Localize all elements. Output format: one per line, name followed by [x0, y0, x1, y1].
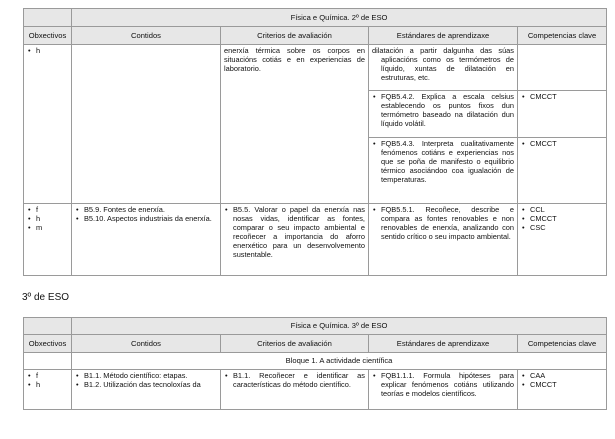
competencias-cell — [518, 370, 607, 410]
criterio-cell — [221, 370, 369, 410]
standard-text: • FQB1.1.1. Formula hipóteses para explicar fenómenos cotiáns utilizando teorías e modelos científicos. — [381, 371, 514, 398]
bloque-title: Bloque 1. A actividade científica — [72, 353, 607, 370]
header-obxectivos: Obxectivos — [24, 27, 72, 45]
competencias-cell — [518, 138, 607, 204]
standard-text: • FQB5.5.1. Recoñece, describe e compara as fontes renovables e non renovables de enerxía, analizando con sentido crítico o seu impacto ambiental. — [381, 205, 514, 241]
header-contidos: Contidos — [72, 27, 221, 45]
standard-cell — [369, 91, 518, 138]
header-contidos: Contidos — [72, 335, 221, 353]
competencias-cell — [518, 204, 607, 276]
header-estandares: Estándares de aprendizaxe — [369, 335, 518, 353]
header-estandares: Estándares de aprendizaxe — [369, 27, 518, 45]
obxectivos-cell — [24, 370, 72, 410]
standard-text: • FQB5.4.2. Explica a escala celsius establecendo os puntos fixos dun termómetro baseado na dilatación dun líquido volátil. — [381, 92, 514, 128]
obxectivo-item: • f — [36, 371, 68, 380]
contido-item: • B1.2. Utilización das tecnoloxías da — [84, 380, 217, 389]
obxectivo-item: • h — [36, 46, 68, 55]
standard-cell — [369, 45, 518, 91]
header-obxectivos: Obxectivos — [24, 335, 72, 353]
contido-item: • B5.9. Fontes de enerxía. — [84, 205, 217, 214]
competencias-cell — [518, 45, 607, 91]
competencia-item: • CCL — [530, 205, 603, 214]
obxectivos-cell — [24, 45, 72, 204]
contidos-cell — [72, 45, 221, 204]
header-criterios: Criterios de avaliación — [221, 27, 369, 45]
competencia-item: • CMCCT — [530, 214, 603, 223]
contido-item: • B5.10. Aspectos industriais da enerxía. — [84, 214, 217, 223]
criterio-cell: enerxía térmica sobre os corpos en situacións cotiás e en experiencias de laboratorio. — [221, 45, 369, 204]
obxectivo-item: • f — [36, 205, 68, 214]
obxectivo-item: • h — [36, 380, 68, 389]
bloque-blank-cell — [24, 353, 72, 370]
contidos-cell — [72, 370, 221, 410]
obxectivo-item: • h — [36, 214, 68, 223]
curriculum-table-2eso — [23, 8, 607, 276]
criterio-text: • B5.5. Valorar o papel da enerxía nas nosas vidas, identificar as fontes, comparar o seu impacto ambiental e recoñecer a importancia do aforro enerxético para un desenvolvemento sustentable. — [233, 205, 365, 260]
standard-cell — [369, 370, 518, 410]
competencia-item: • CMCCT — [530, 92, 603, 101]
standard-text: dilatación a partir dalgunha das súas aplicacións como os termómetros de líquido, xuntas de dilatación en estruturas, etc. — [372, 46, 514, 83]
standard-text: • FQB5.4.3. Interpreta cualitativamente fenómenos cotiáns e experiencias nos que se poña de manifesto o equilibrio térmico asociándoo coa igualación de temperaturas. — [381, 139, 514, 184]
header-criterios: Criterios de avaliación — [221, 335, 369, 353]
contido-item: • B1.1. Método científico: etapas. — [84, 371, 217, 380]
competencias-cell — [518, 91, 607, 138]
contidos-cell — [72, 204, 221, 276]
standard-cell — [369, 204, 518, 276]
section-heading: 3º de ESO — [22, 292, 70, 303]
table-title: Física e Química. 2º de ESO — [72, 9, 607, 27]
criterio-cell — [221, 204, 369, 276]
header-competencias: Competencias clave — [518, 335, 607, 353]
competencia-item: • CMCCT — [530, 139, 603, 148]
competencia-item: • CAA — [530, 371, 603, 380]
competencia-item: • CMCCT — [530, 380, 603, 389]
table-corner — [24, 318, 72, 335]
curriculum-table-3eso — [23, 317, 607, 410]
obxectivo-item: • m — [36, 223, 68, 232]
criterio-text: • B1.1. Recoñecer e identificar as características do método científico. — [233, 371, 365, 389]
competencia-item: • CSC — [530, 223, 603, 232]
table-corner — [24, 9, 72, 27]
standard-cell — [369, 138, 518, 204]
header-competencias: Competencias clave — [518, 27, 607, 45]
obxectivos-cell — [24, 204, 72, 276]
table-title: Física e Química. 3º de ESO — [72, 318, 607, 335]
